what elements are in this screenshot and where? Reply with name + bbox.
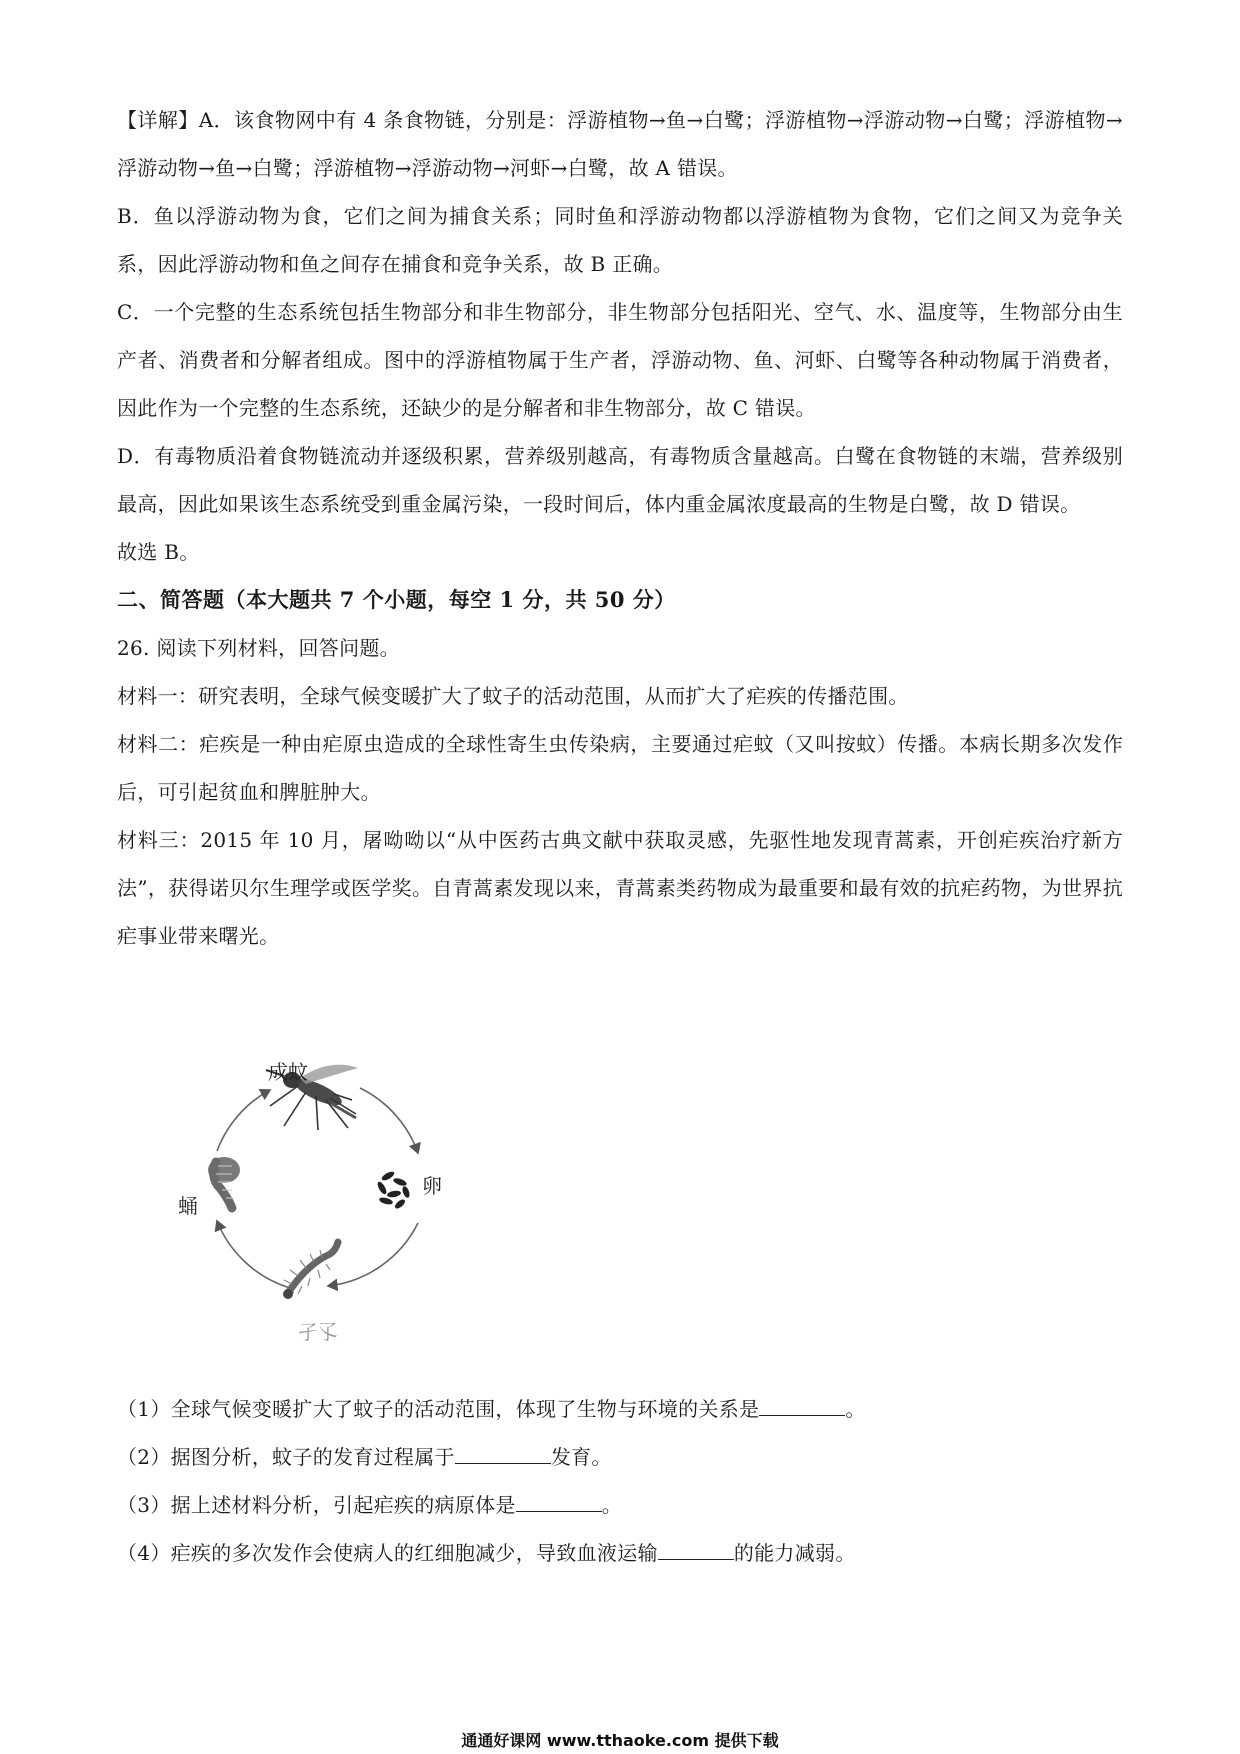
sub-questions: [117, 1385, 1123, 1577]
sub-question-2-text: （2）据图分析，蚊子的发育过程属于: [117, 1445, 455, 1469]
arrow-egg-to-larva: [328, 1223, 418, 1286]
material-three: 材料三：2015 年 10 月，屠呦呦以“从中医药古典文献中获取灵感，先驱性地发现青蒿素，开创疟疾治疗新方法”，获得诺贝尔生理学或医学奖。自青蒿素发现以来，青蒿素类药物成为最重要和最有效的抗疟药物，为世界抗疟事业带来曙光。: [117, 828, 1123, 948]
sub-question-1: [117, 1385, 1123, 1433]
life-cycle-diagram: [180, 1058, 520, 1358]
sub-question-1-suffix: 。: [845, 1397, 866, 1421]
answer-blank-4[interactable]: [658, 1539, 734, 1560]
sub-question-2: [117, 1433, 1123, 1481]
label-larva: 孑孓: [298, 1320, 338, 1344]
explanation-c: C．一个完整的生态系统包括生物部分和非生物部分，非生物部分包括阳光、空气、水、温度等，生物部分由生产者、消费者和分解者组成。图中的浮游植物属于生产者，浮游动物、鱼、河虾、白鹭等各种动物属于消费者，因此作为一个完整的生态系统，还缺少的是分解者和非生物部分，故 C 错误。: [117, 300, 1123, 420]
sub-question-1-text: （1）全球气候变暖扩大了蚊子的活动范围，体现了生物与环境的关系是: [117, 1397, 760, 1421]
explanation-b: B．鱼以浮游动物为食，它们之间为捕食关系；同时鱼和浮游动物都以浮游植物为食物，它们之间又为竞争关系，因此浮游动物和鱼之间存在捕食和竞争关系，故 B 正确。: [117, 204, 1123, 276]
answer-blank-2[interactable]: [455, 1443, 551, 1464]
label-pupa: 蛹: [178, 1194, 198, 1218]
sub-question-3-text: （3）据上述材料分析，引起疟疾的病原体是: [117, 1493, 516, 1517]
main-content: [117, 96, 1123, 960]
eggs-icon: [376, 1170, 411, 1210]
explanation-a: 【详解】A．该食物网中有 4 条食物链，分别是：浮游植物→鱼→白鹭；浮游植物→浮游动物→白鹭；浮游植物→浮游动物→鱼→白鹭；浮游植物→浮游动物→河虾→白鹭，故 A 错误。: [117, 108, 1123, 180]
sub-question-4: [117, 1529, 1123, 1577]
material-two: 材料二：疟疾是一种由疟原虫造成的全球性寄生虫传染病，主要通过疟蚊（又叫按蚊）传播。本病长期多次发作后，可引起贫血和脾脏肿大。: [117, 732, 1123, 804]
sub-question-4-suffix: 的能力减弱。: [733, 1541, 856, 1565]
arrow-pupa-to-adult: [217, 1090, 270, 1151]
explanation-answer: 故选 B。: [117, 540, 200, 564]
sub-question-4-text: （4）疟疾的多次发作会使病人的红细胞减少，导致血液运输: [117, 1541, 658, 1565]
answer-blank-3[interactable]: [516, 1491, 602, 1512]
question-26-intro: 26. 阅读下列材料，回答问题。: [117, 636, 400, 660]
label-egg: 卵: [422, 1174, 442, 1198]
mosquito-life-cycle-figure: [180, 1058, 520, 1358]
material-one: 材料一：研究表明，全球气候变暖扩大了蚊子的活动范围，从而扩大了疟疾的传播范围。: [117, 684, 909, 708]
label-adult: 成蚊: [268, 1060, 308, 1084]
arrow-adult-to-egg: [360, 1088, 418, 1153]
pupa-icon: [208, 1157, 240, 1208]
page-footer: 通通好课网 www.tthaoke.com 提供下载: [461, 1731, 779, 1750]
sub-question-2-suffix: 发育。: [550, 1445, 612, 1469]
sub-question-3-suffix: 。: [601, 1493, 623, 1517]
answer-blank-1[interactable]: [759, 1395, 845, 1416]
section-heading: 二、简答题（本大题共 7 个小题，每空 1 分，共 50 分）: [117, 587, 676, 612]
larva-icon: [283, 1242, 338, 1299]
arrow-larva-to-pupa: [217, 1221, 290, 1288]
sub-question-3: [117, 1481, 1123, 1529]
explanation-d: D．有毒物质沿着食物链流动并逐级积累，营养级别越高，有毒物质含量越高。白鹭在食物链的末端，营养级别最高，因此如果该生态系统受到重金属污染，一段时间后，体内重金属浓度最高的生物是白鹭，故 D 错误。: [117, 444, 1123, 516]
